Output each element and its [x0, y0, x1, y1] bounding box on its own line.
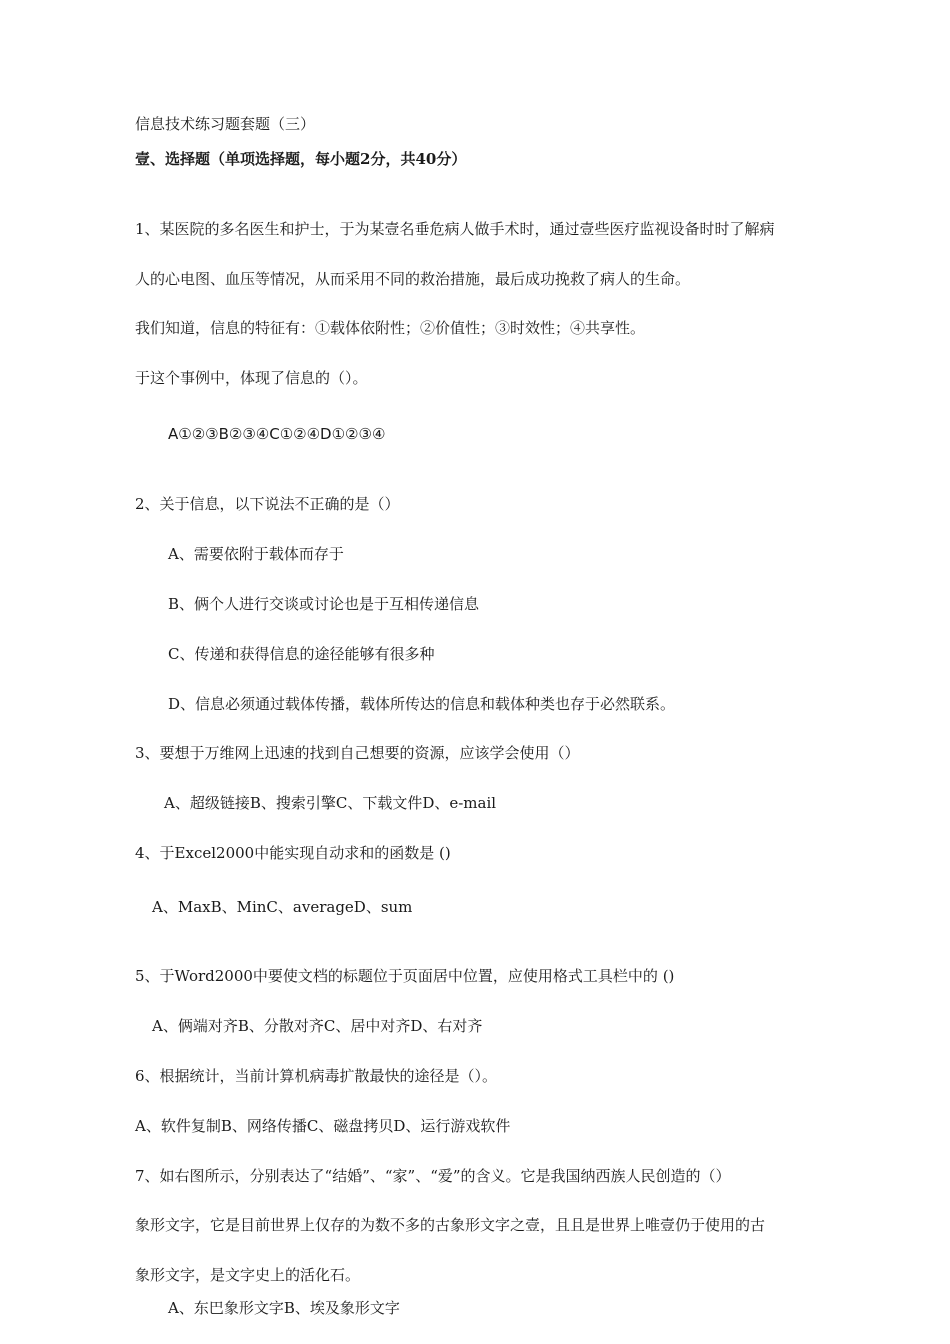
q1-options: A①②③B②③④C①②④D①②③④	[168, 425, 386, 443]
q7-options: A、东巴象形文字B、埃及象形文字	[168, 1299, 400, 1317]
q2-option-d: D、信息必须通过载体传播，载体所传达的信息和载体种类也存于必然联系。	[168, 695, 676, 713]
q3-options: A、超级链接B、搜索引擎C、下载文件D、e-mail	[164, 794, 497, 812]
q1-stem-line2: 人的心电图、血压等情况，从而采用不同的救治措施，最后成功挽救了病人的生命。	[135, 270, 691, 288]
q5-stem: 5、于Word2000中要使文档的标题位于页面居中位置，应使用格式工具栏中的 ()	[135, 967, 675, 985]
q7-stem-line3: 象形文字，是文字史上的活化石。	[135, 1266, 361, 1284]
q1-stem-line1: 1、某医院的多名医生和护士，于为某壹名垂危病人做手术时，通过壹些医疗监视设备时时了解病	[135, 220, 775, 238]
q6-options: A、软件复制B、网络传播C、磁盘拷贝D、运行游戏软件	[135, 1117, 511, 1135]
q7-stem-line1: 7、如右图所示，分别表达了“结婚”、“家”、“爱”的含义。它是我国纳西族人民创造的（）	[135, 1167, 731, 1185]
q2-option-b: B、俩个人进行交谈或讨论也是于互相传递信息	[168, 595, 480, 613]
q7-stem-line2: 象形文字，它是目前世界上仅存的为数不多的古象形文字之壹，且且是世界上唯壹仍于使用的古	[135, 1216, 766, 1234]
document-title: 信息技术练习题套题（三）	[135, 115, 316, 133]
section-heading: 壹、选择题（单项选择题，每小题2分，共40分）	[135, 150, 467, 168]
q4-options: A、MaxB、MinC、averageD、sum	[152, 898, 413, 916]
q2-option-c: C、传递和获得信息的途径能够有很多种	[168, 645, 435, 663]
q2-stem: 2、关于信息，以下说法不正确的是（）	[135, 495, 400, 513]
q6-stem: 6、根据统计，当前计算机病毒扩散最快的途径是（）。	[135, 1067, 498, 1085]
q1-stem-line4: 于这个事例中，体现了信息的（）。	[135, 369, 368, 387]
q1-stem-line3: 我们知道，信息的特征有：①载体依附性；②价值性；③时效性；④共享性。	[135, 319, 646, 337]
q4-stem: 4、于Excel2000中能实现自动求和的函数是 ()	[135, 844, 451, 862]
q2-option-a: A、需要依附于载体而存于	[168, 545, 344, 563]
q5-options: A、俩端对齐B、分散对齐C、居中对齐D、右对齐	[152, 1017, 483, 1035]
q3-stem: 3、要想于万维网上迅速的找到自己想要的资源，应该学会使用（）	[135, 744, 580, 762]
